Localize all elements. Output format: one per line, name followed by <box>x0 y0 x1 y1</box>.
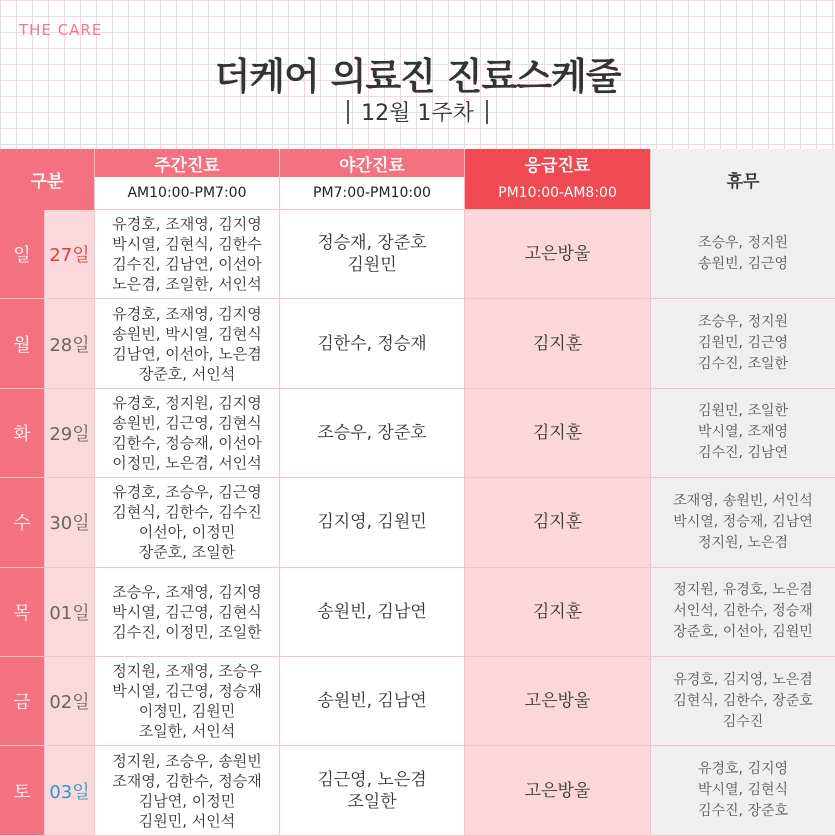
divider-right <box>486 100 488 124</box>
header-category: 구분 <box>0 149 94 210</box>
date-cell: 30일 <box>44 478 94 567</box>
emergency-cell: 김지훈 <box>464 389 650 478</box>
brand-label: THE CARE <box>19 21 103 39</box>
header-emergency-hours: PM10:00-AM8:00 <box>464 177 650 210</box>
night-shift-cell: 김한수, 정승재 <box>279 299 464 388</box>
header-day-hours: AM10:00-PM7:00 <box>94 177 279 210</box>
night-shift-cell: 김지영, 김원민 <box>279 478 464 567</box>
day-shift-cell: 유경호, 조승우, 김근영 김현식, 김한수, 김수진 이선아, 이정민 장준호, 조일한 <box>94 478 279 567</box>
weekday-cell: 목 <box>0 568 44 657</box>
date-cell: 29일 <box>44 389 94 478</box>
night-shift-cell: 정승재, 장준호 김원민 <box>279 210 464 299</box>
header-night-shift: 야간진료 <box>279 149 464 177</box>
off-cell: 유경호, 김지영 박시열, 김현식 김수진, 장준호 <box>650 746 835 835</box>
header-off: 휴무 <box>650 149 835 210</box>
date-cell: 02일 <box>44 657 94 746</box>
day-shift-cell: 조승우, 조재영, 김지영 박시열, 김근영, 김현식 김수진, 이정민, 조일한 <box>94 568 279 657</box>
emergency-cell: 김지훈 <box>464 478 650 567</box>
off-cell: 조재영, 송원빈, 서인석 박시열, 정승재, 김남연 정지원, 노은겸 <box>650 478 835 567</box>
header-night-hours: PM7:00-PM10:00 <box>279 177 464 210</box>
header-emergency: 응급진료 <box>464 149 650 177</box>
weekday-cell: 일 <box>0 210 44 299</box>
off-cell: 유경호, 김지영, 노은겸 김현식, 김한수, 장준호 김수진 <box>650 657 835 746</box>
header-day-shift: 주간진료 <box>94 149 279 177</box>
date-cell: 03일 <box>44 746 94 835</box>
schedule-table <box>0 149 835 835</box>
night-shift-cell: 김근영, 노은겸 조일한 <box>279 746 464 835</box>
page-title: 더케어 의료진 진료스케줄 <box>214 55 621 98</box>
weekday-cell: 월 <box>0 299 44 388</box>
off-cell: 조승우, 정지원 김원민, 김근영 김수진, 조일한 <box>650 299 835 388</box>
date-cell: 28일 <box>44 299 94 388</box>
day-shift-cell: 유경호, 조재영, 김지영 박시열, 김현식, 김한수 김수진, 김남연, 이선아 노은겸, 조일한, 서인석 <box>94 210 279 299</box>
off-cell: 정지원, 유경호, 노은겸 서인석, 김한수, 정승재 장준호, 이선아, 김원민 <box>650 568 835 657</box>
divider-left <box>347 100 349 124</box>
emergency-cell: 김지훈 <box>464 568 650 657</box>
emergency-cell: 김지훈 <box>464 299 650 388</box>
weekday-cell: 토 <box>0 746 44 835</box>
weekday-cell: 금 <box>0 657 44 746</box>
day-shift-cell: 정지원, 조재영, 조승우 박시열, 김근영, 정승재 이정민, 김원민 조일한, 서인석 <box>94 657 279 746</box>
night-shift-cell: 송원빈, 김남연 <box>279 568 464 657</box>
emergency-cell: 고은방울 <box>464 657 650 746</box>
emergency-cell: 고은방울 <box>464 746 650 835</box>
emergency-cell: 고은방울 <box>464 210 650 299</box>
date-cell: 27일 <box>44 210 94 299</box>
day-shift-cell: 유경호, 조재영, 김지영 송원빈, 박시열, 김현식 김남연, 이선아, 노은겸 장준호, 서인석 <box>94 299 279 388</box>
week-label: 12월 1주차 <box>361 101 474 126</box>
day-shift-cell: 정지원, 조승우, 송원빈 조재영, 김한수, 정승재 김남연, 이정민 김원민, 서인석 <box>94 746 279 835</box>
day-shift-cell: 유경호, 정지원, 김지영 송원빈, 김근영, 김현식 김한수, 정승재, 이선아 이정민, 노은겸, 서인석 <box>94 389 279 478</box>
off-cell: 김원민, 조일한 박시열, 조재영 김수진, 김남연 <box>650 389 835 478</box>
off-cell: 조승우, 정지원 송원빈, 김근영 <box>650 210 835 299</box>
weekday-cell: 수 <box>0 478 44 567</box>
weekday-cell: 화 <box>0 389 44 478</box>
night-shift-cell: 조승우, 장준호 <box>279 389 464 478</box>
page-subtitle <box>0 96 835 127</box>
date-cell: 01일 <box>44 568 94 657</box>
night-shift-cell: 송원빈, 김남연 <box>279 657 464 746</box>
